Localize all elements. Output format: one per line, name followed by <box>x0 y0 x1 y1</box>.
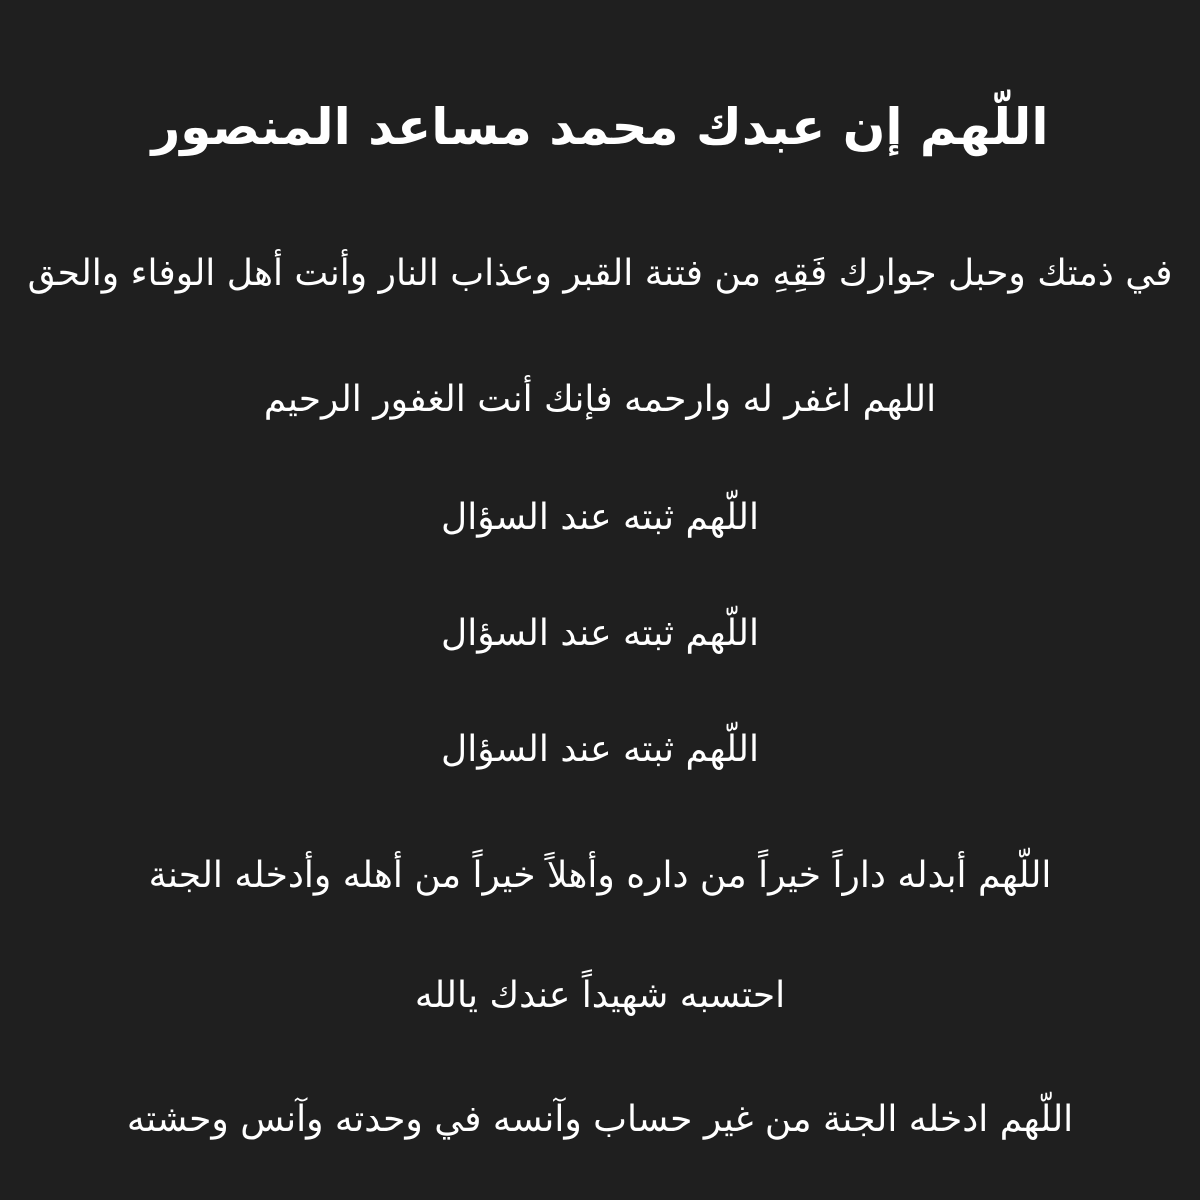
prayer-line-4: اللّهم ثبته عند السؤال <box>441 613 759 654</box>
prayer-line-1: في ذمتك وحبل جوارك فَقِهِ من فتنة القبر وعذاب النار وأنت أهل الوفاء والحق <box>27 253 1173 294</box>
prayer-line-2: اللهم اغفر له وارحمه فإنك أنت الغفور الرحيم <box>263 379 937 420</box>
prayer-line-7: احتسبه شهيداً عندك يالله <box>414 975 786 1016</box>
prayer-line-5: اللّهم ثبته عند السؤال <box>441 729 759 770</box>
prayer-line-6: اللّهم أبدله داراً خيراً من داره وأهلاً خيراً من أهله وأدخله الجنة <box>148 855 1052 896</box>
prayer-title: اللّهم إن عبدك محمد مساعد المنصور <box>151 98 1049 156</box>
prayer-line-8: اللّهم ادخله الجنة من غير حساب وآنسه في وحدته وآنس وحشته <box>126 1099 1074 1140</box>
prayer-line-3: اللّهم ثبته عند السؤال <box>441 497 759 538</box>
